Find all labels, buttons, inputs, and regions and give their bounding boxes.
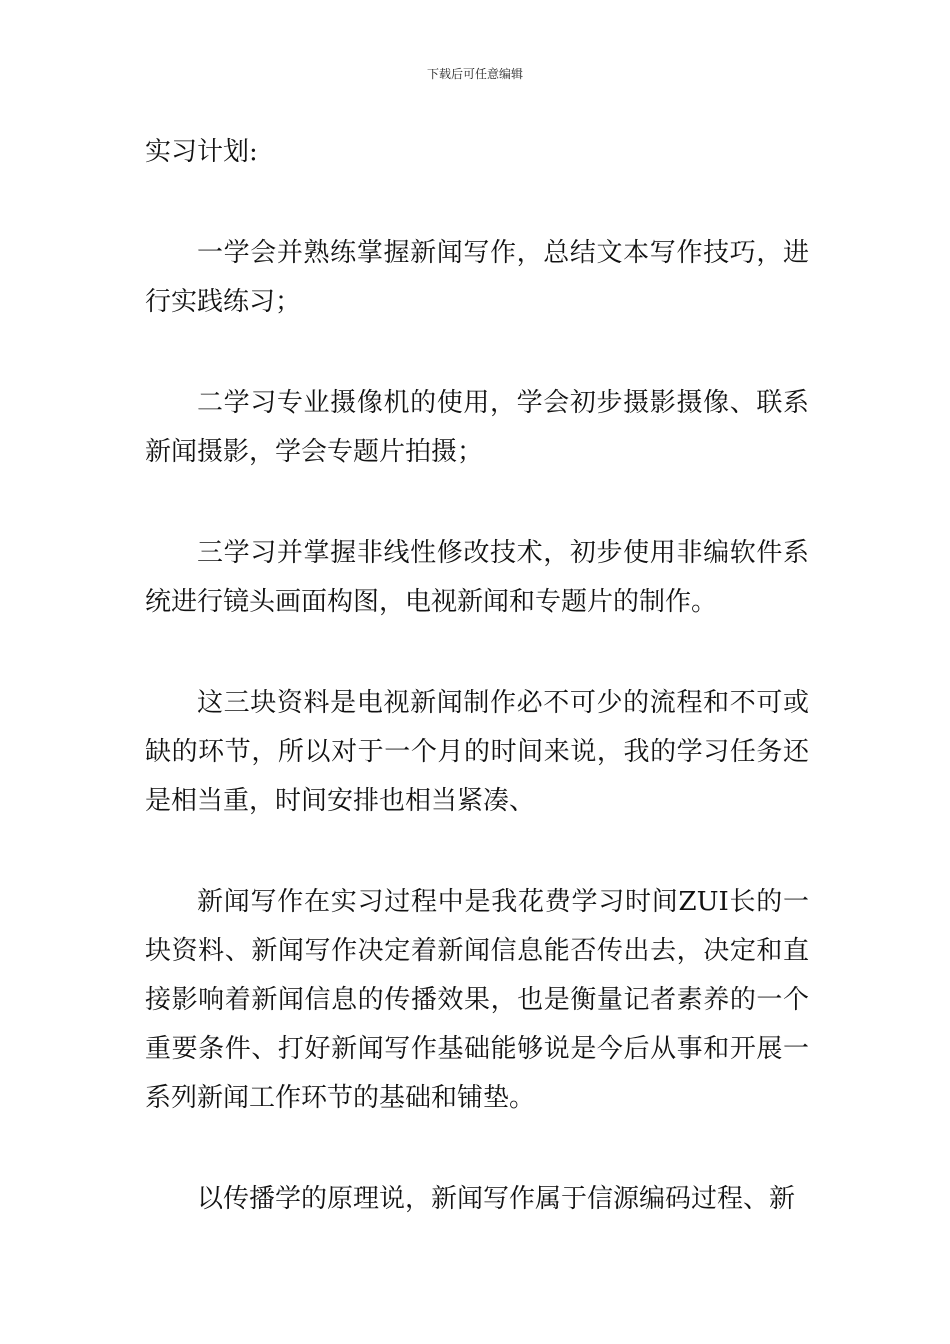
paragraph-1: 一学会并熟练掌握新闻写作，总结文本写作技巧，进行实践练习； bbox=[145, 238, 809, 317]
paragraph-3: 三学习并掌握非线性修改技术，初步使用非编软件系统进行镜头画面构图，电视新闻和专题片的制作。 bbox=[145, 538, 809, 617]
paragraph-5: 新闻写作在实习过程中是我花费学习时间ZUI长的一块资料、新闻写作决定着新闻信息能否传出去，决定和直接影响着新闻信息的传播效果，也是衡量记者素养的一个重要条件、打好新闻写作基础能够说是今后从事和开展一系列新闻工作环节的基础和铺垫。 bbox=[145, 887, 809, 1113]
header-note: 下载后可任意编辑 bbox=[426, 67, 523, 81]
paragraph-2: 二学习专业摄像机的使用，学会初步摄影摄像、联系新闻摄影，学会专题片拍摄； bbox=[145, 388, 809, 467]
document-body bbox=[145, 128, 809, 1224]
paragraph-6: 以传播学的原理说，新闻写作属于信源编码过程、新 bbox=[197, 1184, 796, 1214]
paragraph-4: 这三块资料是电视新闻制作必不可少的流程和不可或缺的环节，所以对于一个月的时间来说，我的学习任务还是相当重，时间安排也相当紧凑、 bbox=[145, 688, 809, 816]
section-heading: 实习计划: bbox=[145, 137, 258, 167]
